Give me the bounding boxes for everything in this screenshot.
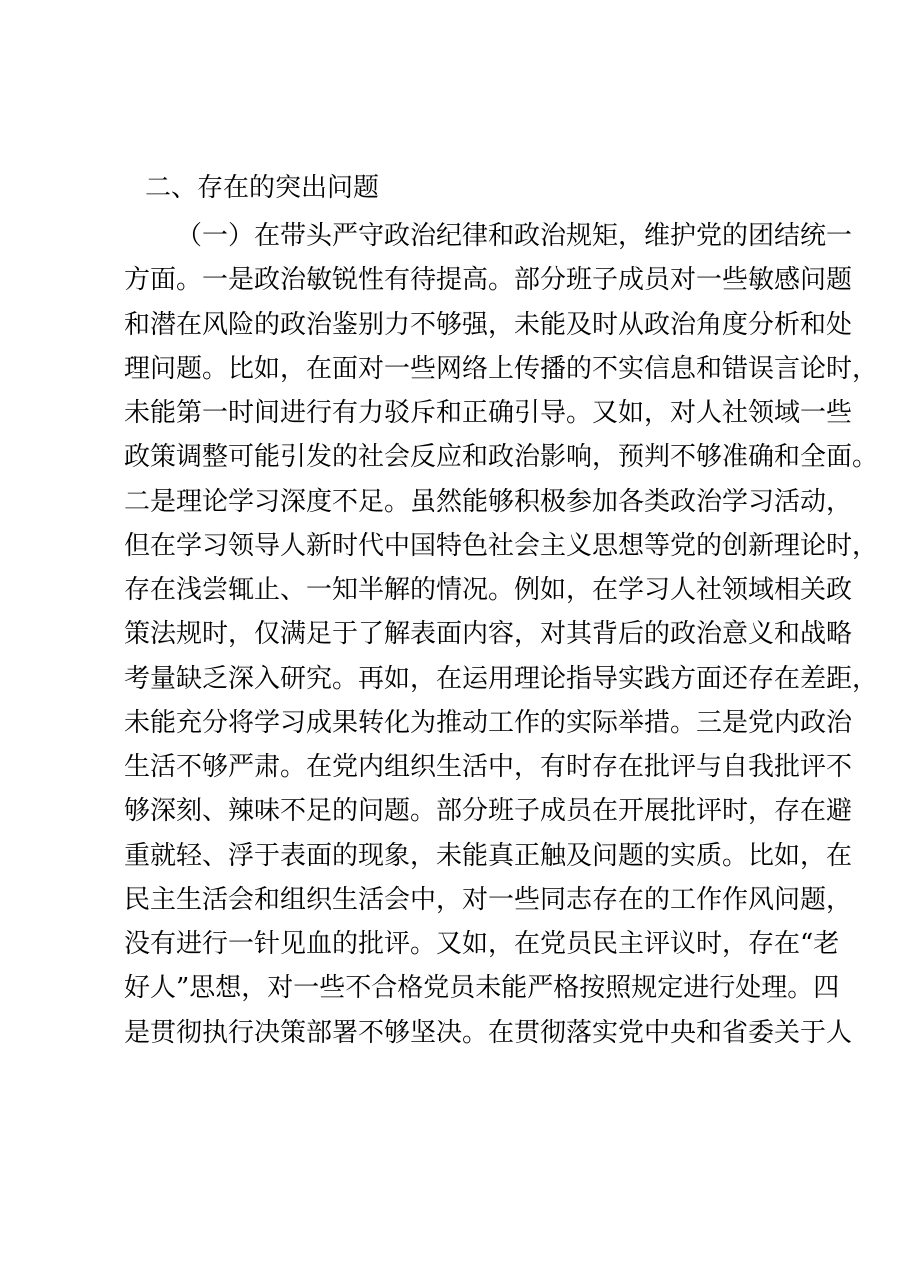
text-line: 未能充分将学习成果转化为推动工作的实际举措。三是党内政治 (124, 707, 853, 738)
text-line: 够深刻、辣味不足的问题。部分班子成员在开展批评时，存在避 (124, 796, 853, 827)
text-line: 理问题。比如，在面对一些网络上传播的不实信息和错误言论时， (124, 353, 879, 384)
text-line: 方面。一是政治敏锐性有待提高。部分班子成员对一些敏感问题 (124, 265, 853, 296)
text-line: 考量缺乏深入研究。再如，在运用理论指导实践方面还存在差距， (124, 663, 879, 694)
text-line: 好人”思想，对一些不合格党员未能严格按照规定进行处理。四 (124, 973, 840, 1004)
text-line: 和潜在风险的政治鉴别力不够强，未能及时从政治角度分析和处 (124, 309, 853, 340)
text-line: 政策调整可能引发的社会反应和政治影响，预判不够准确和全面。 (124, 442, 879, 473)
text-line: 策法规时，仅满足于了解表面内容，对其背后的政治意义和战略 (124, 619, 853, 650)
text-line: 但在学习领导人新时代中国特色社会主义思想等党的创新理论时， (124, 530, 879, 561)
text-line: 生活不够严肃。在党内组织生活中，有时存在批评与自我批评不 (124, 752, 853, 782)
section-heading: 二、存在的突出问题 (145, 173, 380, 203)
text-line: 是贯彻执行决策部署不够坚决。在贯彻落实党中央和省委关于人 (124, 1017, 853, 1048)
text-line: 二是理论学习深度不足。虽然能够积极参加各类政治学习活动， (124, 486, 853, 517)
text-line: 未能第一时间进行有力驳斥和正确引导。又如，对人社领域一些 (124, 398, 853, 428)
text-line: 重就轻、浮于表面的现象，未能真正触及问题的实质。比如，在 (124, 840, 853, 871)
text-line: 民主生活会和组织生活会中，对一些同志存在的工作作风问题， (124, 884, 853, 915)
text-line: 没有进行一针见血的批评。又如，在党员民主评议时，存在“老 (124, 929, 840, 959)
body-paragraph (124, 214, 879, 1055)
text-line: 存在浅尝辄止、一知半解的情况。例如，在学习人社领域相关政 (124, 575, 853, 605)
text-line: （一）在带头严守政治纪律和政治规矩，维护党的团结统一 (176, 221, 853, 251)
